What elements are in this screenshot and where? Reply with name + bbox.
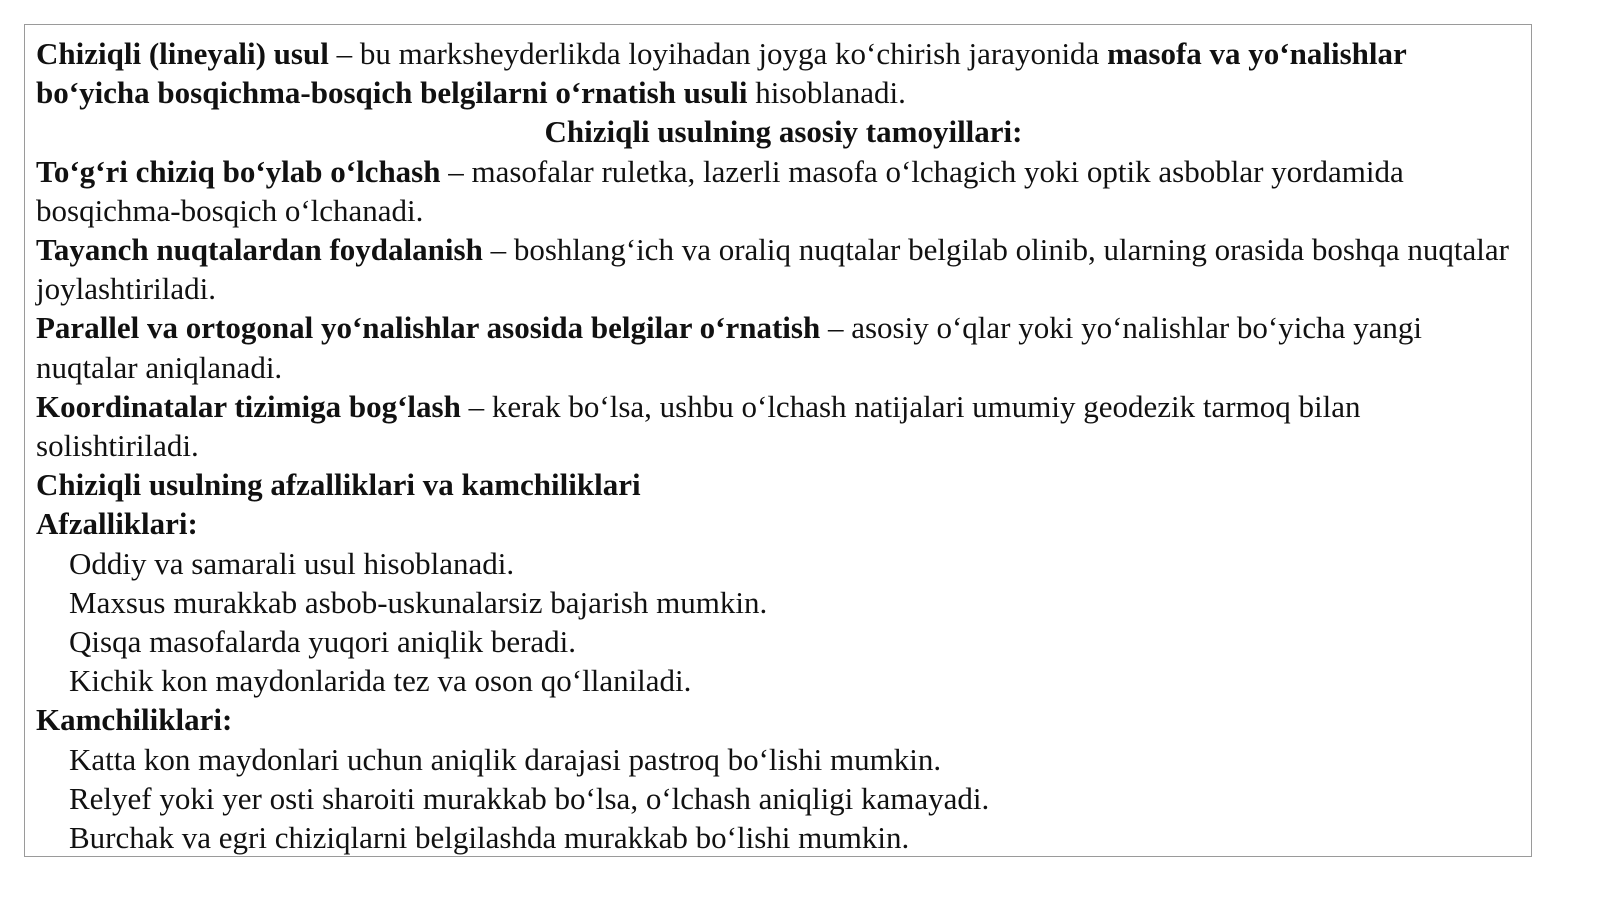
disadvantages-heading: Kamchiliklari: — [36, 702, 233, 738]
principle-text: – masofalar ruletka, lazerli masofa o‘lchagich yoki optik asboblar yordamida bosqichma-bosqich o‘lchanadi. — [36, 153, 1404, 228]
principle-text: – boshlang‘ich va oraliq nuqtalar belgilab olinib, ularning orasida boshqa nuqtalar joylashtiriladi. — [36, 232, 1509, 307]
intro-text: – bu marksheyderlikda loyihadan joyga ko‘chirish jarayonida — [328, 36, 1108, 71]
pros-cons-heading: Chiziqli usulning afzalliklari va kamchiliklari — [36, 467, 641, 503]
intro-term: Chiziqli (lineyali) usul — [36, 36, 329, 71]
advantage-item: Kichik kon maydonlarida tez va oson qo‘llaniladi. — [69, 663, 692, 699]
principle-text: – kerak bo‘lsa, ushbu o‘lchash natijalari umumiy geodezik tarmoq bilan solishtiriladi. — [36, 388, 1361, 464]
principle-term: Koordinatalar tizimiga bog‘lash — [36, 388, 461, 424]
disadvantage-item: Katta kon maydonlari uchun aniqlik darajasi pastroq bo‘lishi mumkin. — [69, 741, 942, 777]
advantage-item: Qisqa masofalarda yuqori aniqlik beradi. — [69, 624, 577, 660]
intro-bold-phrase: masofa va yo‘nalishlar bo‘yicha bosqichma-bosqich belgilarni o‘rnatish usuli — [36, 36, 1407, 111]
document-box — [24, 24, 1532, 857]
principle-term: Tayanch nuqtalardan foydalanish — [36, 232, 483, 268]
principle-item — [36, 387, 1531, 465]
disadvantage-item: Relyef yoki yer osti sharoiti murakkab bo‘lsa, o‘lchash aniqligi kamayadi. — [69, 780, 990, 816]
principle-term: Parallel va ortogonal yo‘nalishlar asosida belgilar o‘rnatish — [36, 310, 821, 346]
advantage-item: Maxsus murakkab asbob-uskunalarsiz bajarish mumkin. — [69, 584, 768, 620]
principle-item — [36, 308, 1531, 386]
principle-text: – asosiy o‘qlar yoki yo‘nalishlar bo‘yicha yangi nuqtalar aniqlanadi. — [36, 310, 1422, 385]
disadvantage-item: Burchak va egri chiziqlarni belgilashda murakkab bo‘lishi mumkin. — [69, 820, 910, 856]
principle-item — [36, 152, 1531, 230]
intro-text-end: hisoblanadi. — [747, 75, 906, 111]
principle-term: To‘g‘ri chiziq bo‘ylab o‘lchash — [36, 153, 441, 189]
intro-paragraph — [36, 34, 1531, 112]
advantage-item: Oddiy va samarali usul hisoblanadi. — [69, 545, 515, 581]
advantages-heading: Afzalliklari: — [36, 506, 198, 542]
principles-heading: Chiziqli usulning asosiy tamoyillari: — [544, 114, 1023, 150]
principle-item — [36, 230, 1531, 308]
